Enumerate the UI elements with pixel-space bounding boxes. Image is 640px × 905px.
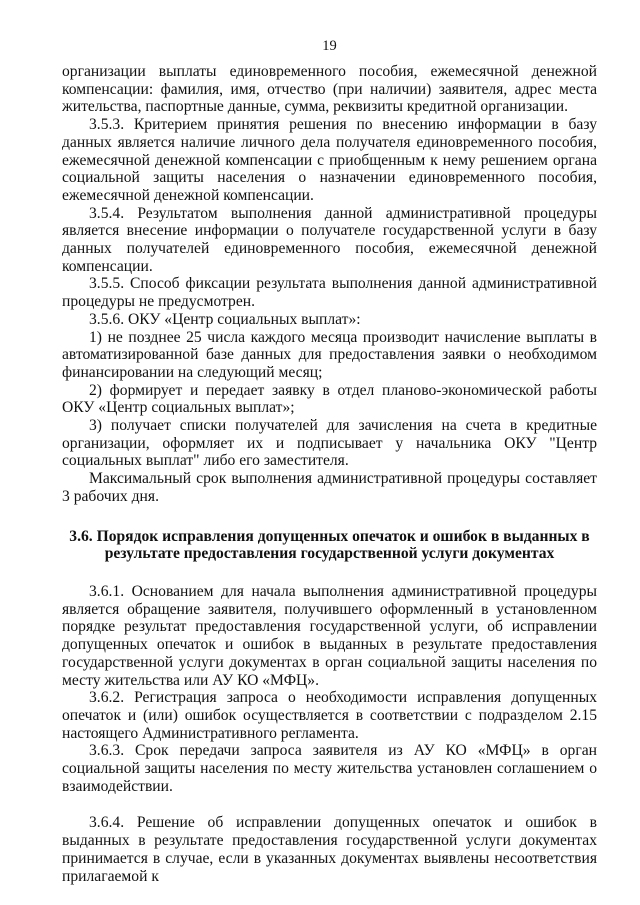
paragraph-continuation: организации выплаты единовременного пособия, ежемесячной денежной компенсации: фамилия, имя, отчество (при наличии) заявителя, адрес места жительства, паспортные данные, сумма, реквизиты кредитной организации. bbox=[62, 63, 597, 116]
section-heading-3-6 bbox=[62, 528, 597, 563]
paragraph-3-5-5: 3.5.5. Способ фиксации результата выполнения данной административной процедуры не предусмотрен. bbox=[62, 275, 597, 311]
document-body bbox=[62, 63, 597, 885]
paragraph-3-5-4: 3.5.4. Результатом выполнения данной административной процедуры является внесение информации о получателе государственной услуги в базу данных получателей единовременного пособия, ежемесячной денежной компенсации. bbox=[62, 204, 597, 275]
document-page bbox=[62, 0, 597, 905]
paragraph-3-5-6: 3.5.6. ОКУ «Центр социальных выплат»: bbox=[89, 310, 361, 328]
list-item-1: 1) не позднее 25 числа каждого месяца производит начисление выплаты в автоматизированной базе данных для предоставления заявки о необходимом финансировании на следующий месяц; bbox=[62, 328, 597, 381]
section-heading-line-2: результате предоставления государственной услуги документах bbox=[104, 545, 555, 563]
section-heading-line-1: 3.6. Порядок исправления допущенных опечаток и ошибок в выданных в bbox=[69, 527, 590, 545]
paragraph-3-5-3: 3.5.3. Критерием принятия решения по внесению информации в базу данных является наличие личного дела получателя единовременного пособия, ежемесячной денежной компенсации с приобщенным к нему решением органа социальной защиты населения о назначении единовременного пособия, ежемесячной денежной компенсации. bbox=[62, 116, 597, 204]
paragraph-3-6-3: 3.6.3. Срок передачи запроса заявителя из АУ КО «МФЦ» в орган социальной защиты населения по месту жительства установлен соглашением о взаимодействии. bbox=[62, 742, 597, 795]
paragraph-3-6-1: 3.6.1. Основанием для начала выполнения административной процедуры является обращение заявителя, получившего оформленный в установленном порядке результат предоставления государственной услуги, об исправлении допущенных опечаток и ошибок в выданных в результате предоставления государственной услуги документах в орган социальной защиты населения по месту жительства или АУ КО «МФЦ». bbox=[62, 582, 597, 689]
paragraph-max-term: Максимальный срок выполнения административной процедуры составляет 3 рабочих дня. bbox=[62, 470, 597, 505]
paragraph-3-6-2: 3.6.2. Регистрация запроса о необходимости исправления допущенных опечаток и (или) ошибок осуществляется в соответствии с подразделом 2.15 настоящего Административного регламента. bbox=[62, 689, 597, 742]
paragraph-3-6-4: 3.6.4. Решение об исправлении допущенных опечаток и ошибок в выданных в результате предоставления государственной услуги документах принимается в случае, если в указанных документах выявлены несоответствия прилагаемой к bbox=[62, 814, 597, 885]
list-item-3: 3) получает списки получателей для зачисления на счета в кредитные организации, оформляет их и подписывает у начальника ОКУ "Центр социальных выплат" либо его заместителя. bbox=[62, 417, 597, 470]
page-number: 19 bbox=[322, 38, 337, 54]
list-item-2: 2) формирует и передает заявку в отдел планово-экономической работы ОКУ «Центр социальных выплат»; bbox=[62, 381, 597, 417]
